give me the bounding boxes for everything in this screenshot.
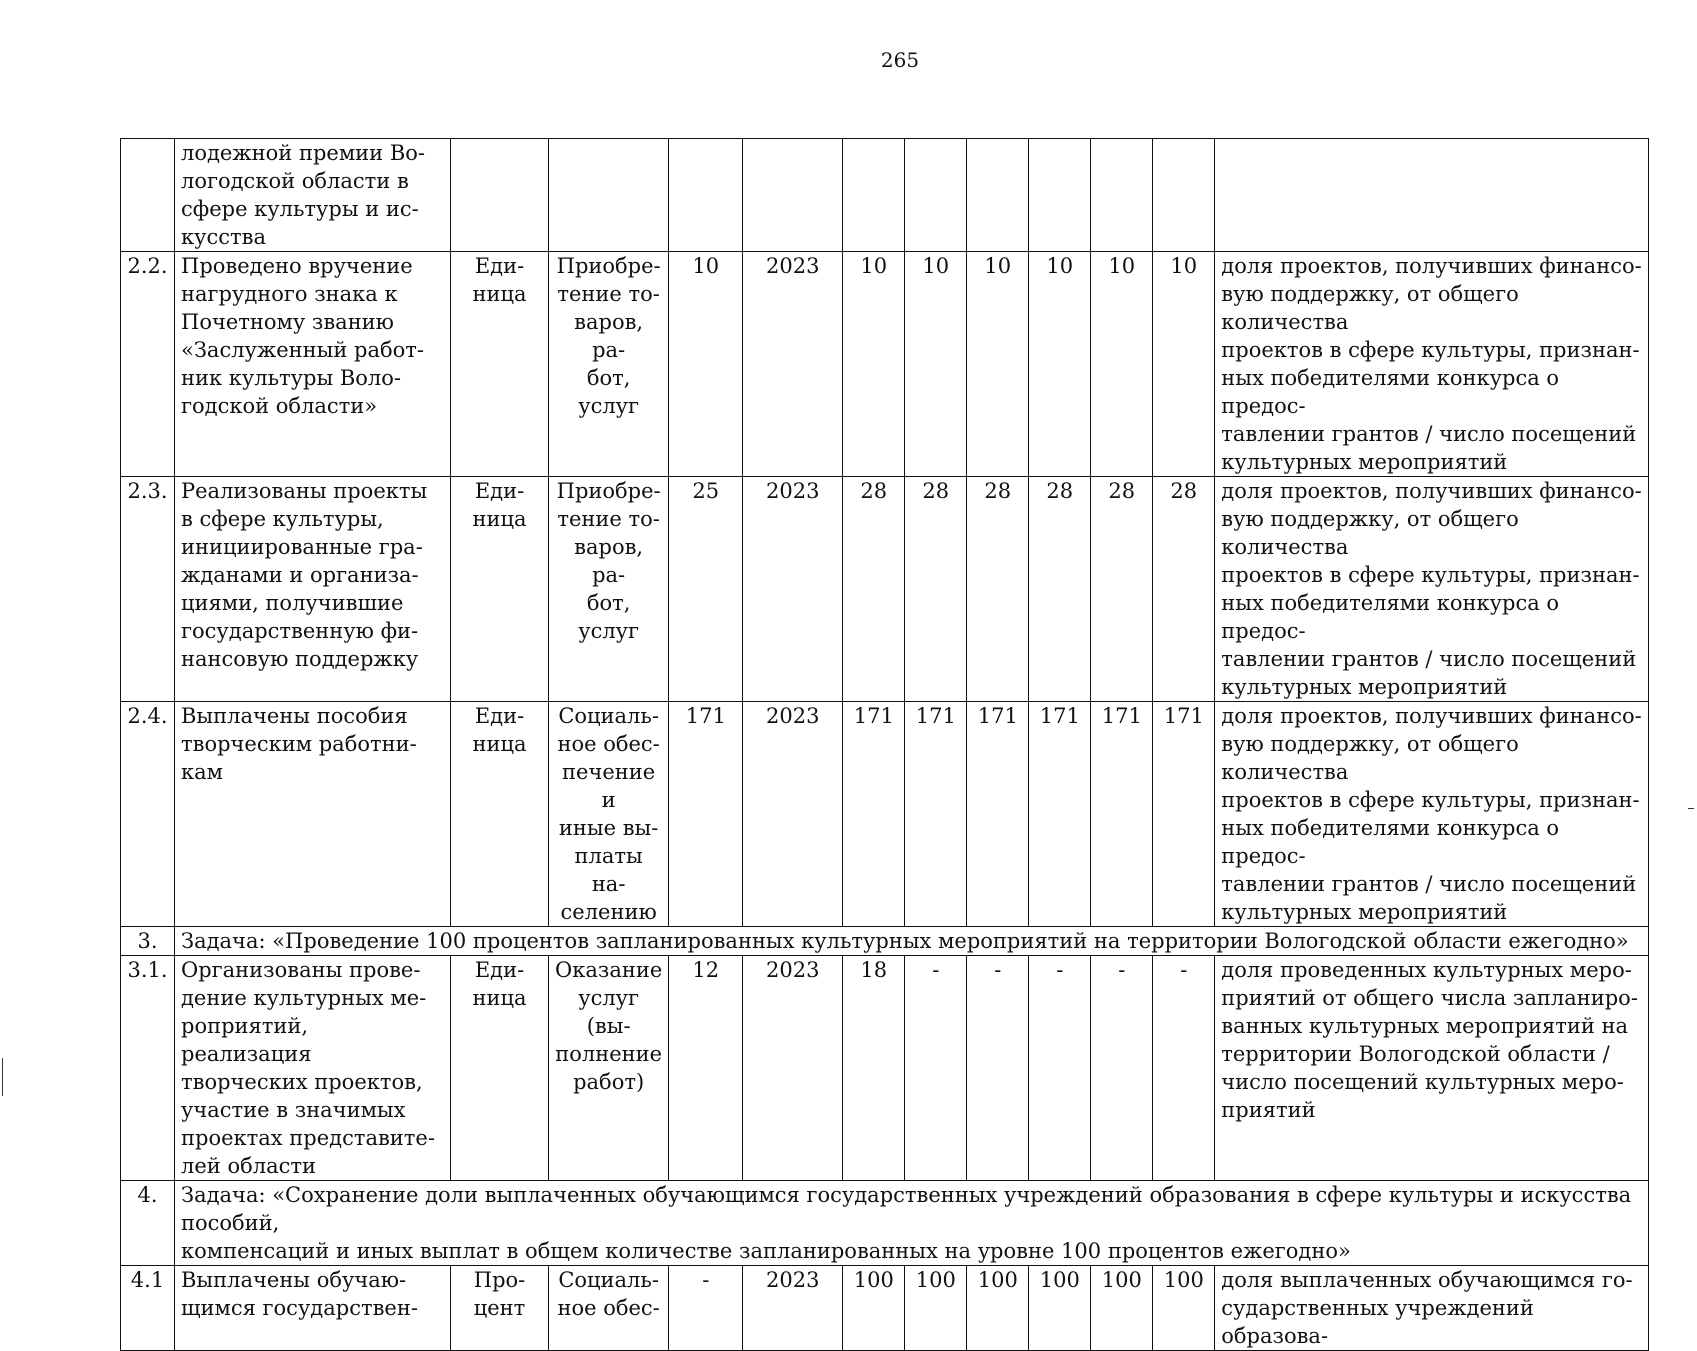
unit-cell: Еди- ница bbox=[451, 956, 549, 1181]
indicator-cell bbox=[1215, 139, 1649, 252]
unit-cell: Еди- ница bbox=[451, 702, 549, 927]
margin-tick-left bbox=[2, 1058, 3, 1096]
indicator-cell: доля выплаченных обучающимся го- сударственных учреждений образова- bbox=[1215, 1266, 1649, 1351]
row-number-cell: 4.1 bbox=[121, 1266, 175, 1351]
row-number-cell: 2.4. bbox=[121, 702, 175, 927]
type-cell bbox=[549, 139, 669, 252]
result-name-cell: Выплачены пособия творческим работни- кам bbox=[175, 702, 451, 927]
task-row bbox=[121, 927, 1649, 956]
value-cell: 10 bbox=[1091, 252, 1153, 477]
table-row bbox=[121, 702, 1649, 927]
value-cell: - bbox=[1091, 956, 1153, 1181]
value-cell bbox=[967, 139, 1029, 252]
task-number-cell: 4. bbox=[121, 1181, 175, 1266]
value-cell: 28 bbox=[1091, 477, 1153, 702]
type-cell: Социаль- ное обес- печение и иные вы- платы на- селению bbox=[549, 702, 669, 927]
result-name-cell: Выплачены обучаю- щимся государствен- bbox=[175, 1266, 451, 1351]
value-cell: 28 bbox=[843, 477, 905, 702]
value-cell: 100 bbox=[967, 1266, 1029, 1351]
value-cell: 28 bbox=[1153, 477, 1215, 702]
indicator-cell: доля проектов, получивших финансо- вую поддержку, от общего количества проектов в сфере культуры, признан- ных победителями конкурса о предос- тавлении грантов / число посещений культурных мероприятий bbox=[1215, 702, 1649, 927]
value-cell: 100 bbox=[843, 1266, 905, 1351]
task-number-cell: 3. bbox=[121, 927, 175, 956]
indicator-cell: доля проектов, получивших финансо- вую поддержку, от общего количества проектов в сфере культуры, признан- ных победителями конкурса о предос- тавлении грантов / число посещений культурных мероприятий bbox=[1215, 252, 1649, 477]
result-name-cell: Организованы прове- дение культурных ме- роприятий, реализация творческих проектов, участие в значимых проектах представите- лей области bbox=[175, 956, 451, 1181]
page-number: 265 bbox=[880, 48, 920, 72]
value-cell: 171 bbox=[905, 702, 967, 927]
base-year-cell: 2023 bbox=[743, 956, 843, 1181]
value-cell: 28 bbox=[905, 477, 967, 702]
value-cell bbox=[905, 139, 967, 252]
table-row-continuation bbox=[121, 139, 1649, 252]
value-cell: 10 bbox=[905, 252, 967, 477]
indicators-table bbox=[120, 138, 1649, 1351]
result-name-cell: лодежной премии Во- логодской области в сфере культуры и ис- кусства bbox=[175, 139, 451, 252]
row-number-cell: 2.3. bbox=[121, 477, 175, 702]
unit-cell: Еди- ница bbox=[451, 252, 549, 477]
value-cell: 100 bbox=[1029, 1266, 1091, 1351]
value-cell: 171 bbox=[967, 702, 1029, 927]
value-cell bbox=[1029, 139, 1091, 252]
type-cell: Оказание услуг (вы- полнение работ) bbox=[549, 956, 669, 1181]
value-cell: - bbox=[905, 956, 967, 1181]
unit-cell bbox=[451, 139, 549, 252]
value-cell: 171 bbox=[1029, 702, 1091, 927]
value-cell: 100 bbox=[1091, 1266, 1153, 1351]
base-value-cell: 10 bbox=[669, 252, 743, 477]
base-year-cell bbox=[743, 139, 843, 252]
indicator-cell: доля проектов, получивших финансо- вую поддержку, от общего количества проектов в сфере культуры, признан- ных победителями конкурса о предос- тавлении грантов / число посещений культурных мероприятий bbox=[1215, 477, 1649, 702]
base-value-cell: 12 bbox=[669, 956, 743, 1181]
value-cell bbox=[1153, 139, 1215, 252]
value-cell: 10 bbox=[1153, 252, 1215, 477]
value-cell: 10 bbox=[843, 252, 905, 477]
value-cell: - bbox=[1153, 956, 1215, 1181]
row-number-cell bbox=[121, 139, 175, 252]
base-year-cell: 2023 bbox=[743, 1266, 843, 1351]
type-cell: Приобре- тение то- варов, ра- бот, услуг bbox=[549, 477, 669, 702]
value-cell: 10 bbox=[967, 252, 1029, 477]
base-year-cell: 2023 bbox=[743, 477, 843, 702]
value-cell: 28 bbox=[967, 477, 1029, 702]
value-cell: 28 bbox=[1029, 477, 1091, 702]
task-text-cell: Задача: «Проведение 100 процентов запланированных культурных мероприятий на территории Вологодской области ежегодно» bbox=[175, 927, 1649, 956]
value-cell: 171 bbox=[843, 702, 905, 927]
value-cell: 171 bbox=[1153, 702, 1215, 927]
row-number-cell: 2.2. bbox=[121, 252, 175, 477]
type-cell: Приобре- тение то- варов, ра- бот, услуг bbox=[549, 252, 669, 477]
value-cell bbox=[843, 139, 905, 252]
table-row bbox=[121, 252, 1649, 477]
base-year-cell: 2023 bbox=[743, 702, 843, 927]
result-name-cell: Проведено вручение нагрудного знака к Почетному званию «Заслуженный работ- ник культуры Воло- годской области» bbox=[175, 252, 451, 477]
row-number-cell: 3.1. bbox=[121, 956, 175, 1181]
table-row bbox=[121, 956, 1649, 1181]
base-value-cell bbox=[669, 139, 743, 252]
task-row bbox=[121, 1181, 1649, 1266]
value-cell: 100 bbox=[905, 1266, 967, 1351]
value-cell: 18 bbox=[843, 956, 905, 1181]
value-cell bbox=[1091, 139, 1153, 252]
value-cell: - bbox=[967, 956, 1029, 1181]
result-name-cell: Реализованы проекты в сфере культуры, инициированные гра- жданами и организа- циями, получившие государственную фи- нансовую поддержку bbox=[175, 477, 451, 702]
margin-tick-right bbox=[1688, 808, 1694, 809]
unit-cell: Еди- ница bbox=[451, 477, 549, 702]
value-cell: - bbox=[1029, 956, 1091, 1181]
task-text-cell: Задача: «Сохранение доли выплаченных обучающимся государственных учреждений образования в сфере культуры и искусства пособий, компенсаций и иных выплат в общем количестве запланированных на уровне 100 процентов ежегодно» bbox=[175, 1181, 1649, 1266]
value-cell: 171 bbox=[1091, 702, 1153, 927]
base-year-cell: 2023 bbox=[743, 252, 843, 477]
indicator-cell: доля проведенных культурных меро- приятий от общего числа запланиро- ванных культурных мероприятий на территории Вологодской области / число посещений культурных меро- приятий bbox=[1215, 956, 1649, 1181]
table-row bbox=[121, 1266, 1649, 1351]
value-cell: 100 bbox=[1153, 1266, 1215, 1351]
base-value-cell: 25 bbox=[669, 477, 743, 702]
base-value-cell: 171 bbox=[669, 702, 743, 927]
value-cell: 10 bbox=[1029, 252, 1091, 477]
unit-cell: Про- цент bbox=[451, 1266, 549, 1351]
table-row bbox=[121, 477, 1649, 702]
base-value-cell: - bbox=[669, 1266, 743, 1351]
type-cell: Социаль- ное обес- bbox=[549, 1266, 669, 1351]
